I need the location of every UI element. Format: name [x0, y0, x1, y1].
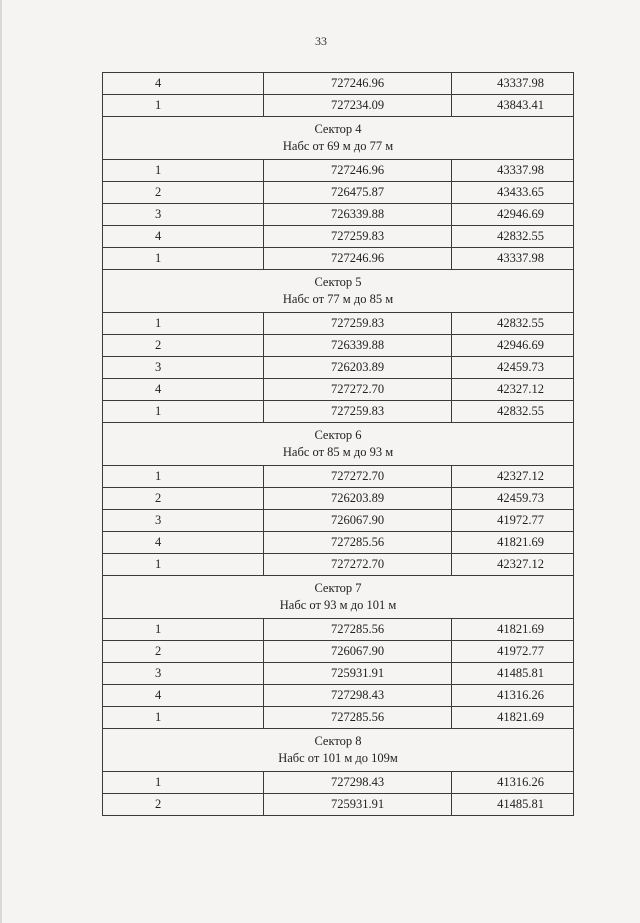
y-coordinate-cell: 42459.73: [452, 488, 574, 510]
x-coordinate-cell: 727272.70: [264, 379, 452, 401]
y-coordinate-cell: 41316.26: [452, 685, 574, 707]
x-coordinate-cell: 727272.70: [264, 554, 452, 576]
table-row: [103, 204, 574, 226]
table-row: [103, 466, 574, 488]
x-coordinate-cell: 727234.09: [264, 95, 452, 117]
y-coordinate-cell: 41972.77: [452, 641, 574, 663]
table-row: [103, 401, 574, 423]
x-coordinate-cell: 727259.83: [264, 313, 452, 335]
sector-height-range: Набс от 93 м до 101 м: [279, 598, 397, 612]
point-number-cell: 4: [103, 685, 264, 707]
x-coordinate-cell: 727259.83: [264, 226, 452, 248]
sector-height-range: Набс от 101 м до 109м: [278, 751, 398, 765]
x-coordinate-cell: 726067.90: [264, 510, 452, 532]
table-row: [103, 707, 574, 729]
point-number-cell: 4: [103, 532, 264, 554]
x-coordinate-cell: 726339.88: [264, 204, 452, 226]
y-coordinate-cell: 41485.81: [452, 794, 574, 816]
table-row: [103, 379, 574, 401]
sector-height-range: Набс от 69 м до 77 м: [282, 139, 394, 153]
coordinates-table-body: [103, 73, 574, 816]
sector-height-range: Набс от 85 м до 93 м: [282, 445, 394, 459]
point-number-cell: 2: [103, 794, 264, 816]
point-number-cell: 2: [103, 488, 264, 510]
point-number-cell: 1: [103, 160, 264, 182]
table-row: [103, 554, 574, 576]
point-number-cell: 1: [103, 554, 264, 576]
y-coordinate-cell: 43337.98: [452, 160, 574, 182]
y-coordinate-cell: 43337.98: [452, 248, 574, 270]
table-row: [103, 248, 574, 270]
x-coordinate-cell: 727298.43: [264, 772, 452, 794]
x-coordinate-cell: 727285.56: [264, 532, 452, 554]
y-coordinate-cell: 41485.81: [452, 663, 574, 685]
y-coordinate-cell: 42327.12: [452, 379, 574, 401]
sector-title: Сектор 8: [314, 734, 362, 748]
y-coordinate-cell: 41821.69: [452, 619, 574, 641]
x-coordinate-cell: 726203.89: [264, 488, 452, 510]
table-row: [103, 641, 574, 663]
y-coordinate-cell: 42832.55: [452, 313, 574, 335]
point-number-cell: 1: [103, 707, 264, 729]
sector-header-row: [103, 117, 574, 160]
point-number-cell: 1: [103, 313, 264, 335]
table-row: [103, 619, 574, 641]
x-coordinate-cell: 726339.88: [264, 335, 452, 357]
point-number-cell: 2: [103, 641, 264, 663]
point-number-cell: 3: [103, 204, 264, 226]
y-coordinate-cell: 43337.98: [452, 73, 574, 95]
y-coordinate-cell: 43433.65: [452, 182, 574, 204]
sector-header-cell: [103, 729, 574, 772]
point-number-cell: 4: [103, 379, 264, 401]
table-row: [103, 357, 574, 379]
point-number-cell: 1: [103, 466, 264, 488]
sector-header-cell: [103, 270, 574, 313]
table-row: [103, 73, 574, 95]
x-coordinate-cell: 727246.96: [264, 73, 452, 95]
x-coordinate-cell: 726067.90: [264, 641, 452, 663]
x-coordinate-cell: 727272.70: [264, 466, 452, 488]
x-coordinate-cell: 727259.83: [264, 401, 452, 423]
y-coordinate-cell: 41821.69: [452, 532, 574, 554]
x-coordinate-cell: 727246.96: [264, 160, 452, 182]
sector-title: Сектор 6: [314, 428, 362, 442]
y-coordinate-cell: 41972.77: [452, 510, 574, 532]
y-coordinate-cell: 42459.73: [452, 357, 574, 379]
x-coordinate-cell: 725931.91: [264, 663, 452, 685]
x-coordinate-cell: 726475.87: [264, 182, 452, 204]
sector-title: Сектор 5: [314, 275, 362, 289]
sector-title: Сектор 7: [314, 581, 362, 595]
sector-header-cell: [103, 117, 574, 160]
y-coordinate-cell: 41316.26: [452, 772, 574, 794]
y-coordinate-cell: 42327.12: [452, 554, 574, 576]
x-coordinate-cell: 727298.43: [264, 685, 452, 707]
y-coordinate-cell: 41821.69: [452, 707, 574, 729]
point-number-cell: 2: [103, 335, 264, 357]
point-number-cell: 3: [103, 510, 264, 532]
point-number-cell: 1: [103, 95, 264, 117]
table-row: [103, 685, 574, 707]
coordinates-table: [102, 72, 574, 816]
y-coordinate-cell: 42832.55: [452, 401, 574, 423]
point-number-cell: 4: [103, 226, 264, 248]
sector-header-cell: [103, 576, 574, 619]
table-row: [103, 226, 574, 248]
table-row: [103, 510, 574, 532]
sector-header-cell: [103, 423, 574, 466]
point-number-cell: 3: [103, 357, 264, 379]
point-number-cell: 3: [103, 663, 264, 685]
sector-header-row: [103, 270, 574, 313]
sector-height-range: Набс от 77 м до 85 м: [282, 292, 394, 306]
table-row: [103, 663, 574, 685]
table-row: [103, 335, 574, 357]
page-number: 33: [315, 34, 327, 48]
x-coordinate-cell: 726203.89: [264, 357, 452, 379]
table-row: [103, 772, 574, 794]
point-number-cell: 1: [103, 619, 264, 641]
table-row: [103, 313, 574, 335]
table-row: [103, 532, 574, 554]
point-number-cell: 4: [103, 73, 264, 95]
table-row: [103, 160, 574, 182]
y-coordinate-cell: 42946.69: [452, 204, 574, 226]
x-coordinate-cell: 727246.96: [264, 248, 452, 270]
x-coordinate-cell: 727285.56: [264, 619, 452, 641]
y-coordinate-cell: 42946.69: [452, 335, 574, 357]
table-row: [103, 182, 574, 204]
x-coordinate-cell: 727285.56: [264, 707, 452, 729]
table-row: [103, 95, 574, 117]
table-row: [103, 794, 574, 816]
point-number-cell: 1: [103, 401, 264, 423]
point-number-cell: 2: [103, 182, 264, 204]
sector-header-row: [103, 729, 574, 772]
x-coordinate-cell: 725931.91: [264, 794, 452, 816]
point-number-cell: 1: [103, 772, 264, 794]
sector-header-row: [103, 576, 574, 619]
table-row: [103, 488, 574, 510]
point-number-cell: 1: [103, 248, 264, 270]
y-coordinate-cell: 42327.12: [452, 466, 574, 488]
y-coordinate-cell: 42832.55: [452, 226, 574, 248]
y-coordinate-cell: 43843.41: [452, 95, 574, 117]
sector-title: Сектор 4: [314, 122, 362, 136]
sector-header-row: [103, 423, 574, 466]
